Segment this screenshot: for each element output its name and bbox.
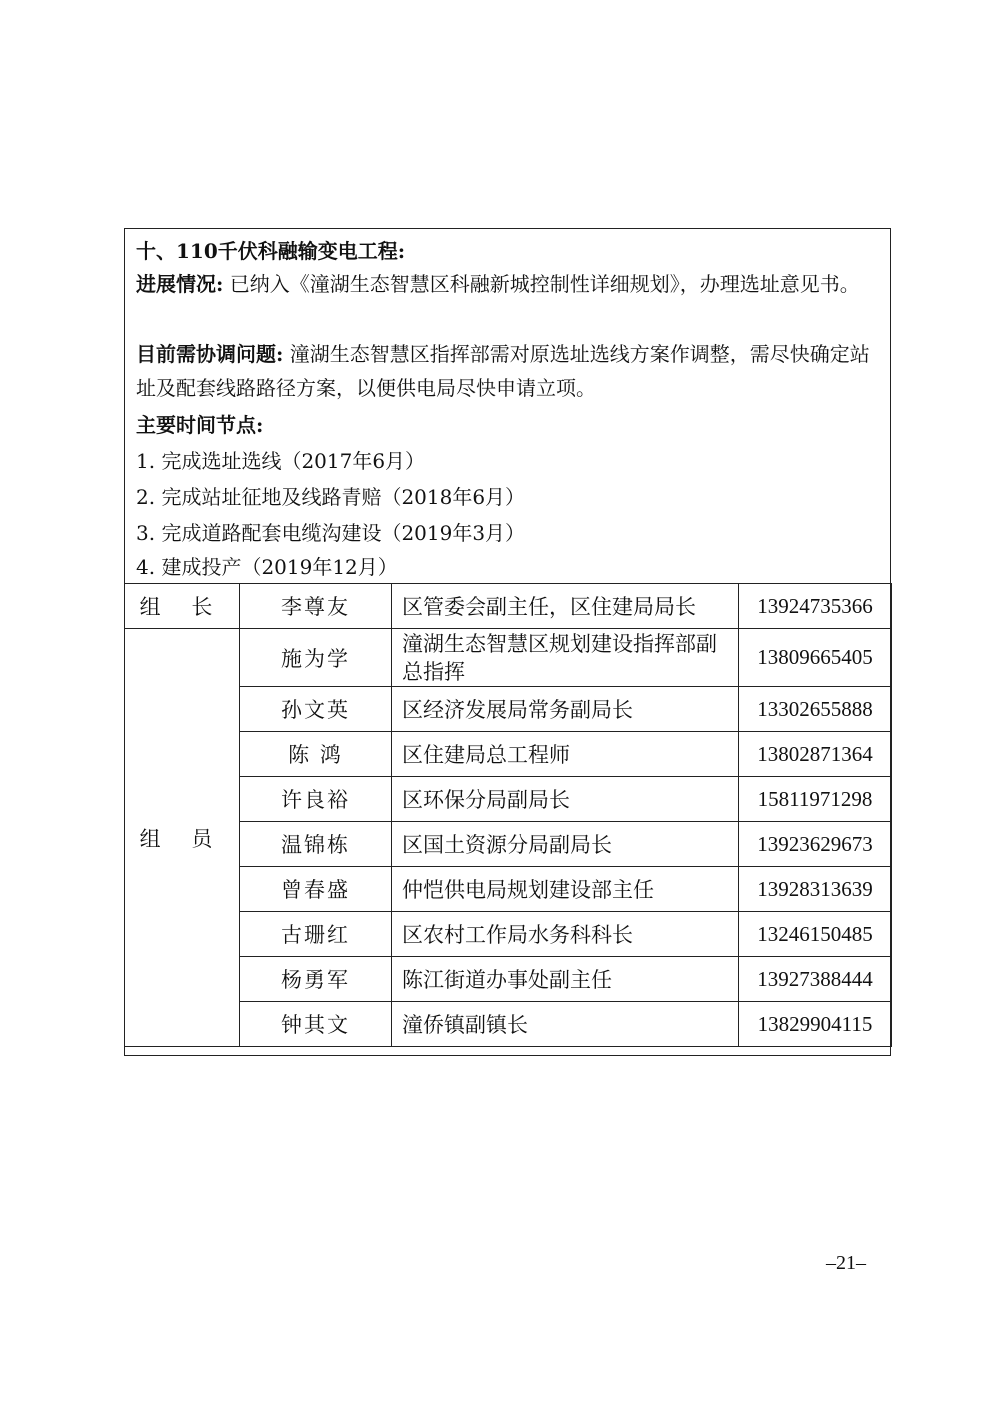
member-post: 区住建局总工程师: [392, 732, 739, 777]
table-row: [125, 1002, 892, 1047]
member-phone: 13928313639: [739, 867, 892, 912]
project-info-cell: [125, 229, 890, 584]
table-row: [125, 957, 892, 1002]
table-row: [125, 687, 892, 732]
leader-name: 李尊友: [240, 584, 392, 629]
member-post: 区环保分局副局长: [392, 777, 739, 822]
table-row: [125, 584, 892, 629]
member-post: 仲恺供电局规划建设部主任: [392, 867, 739, 912]
member-post: 潼湖生态智慧区规划建设指挥部副总指挥: [392, 629, 739, 687]
member-name: 曾春盛: [240, 867, 392, 912]
page-number: –21–: [826, 1252, 866, 1274]
progress-paragraph: [136, 267, 881, 301]
member-post: 区农村工作局水务科科长: [392, 912, 739, 957]
member-name: 施为学: [240, 629, 392, 687]
table-row: [125, 912, 892, 957]
leader-role: 组 长: [125, 584, 240, 629]
leader-post: 区管委会副主任，区住建局局长: [392, 584, 739, 629]
member-phone: 13302655888: [739, 687, 892, 732]
table-row: [125, 629, 892, 687]
milestone-item: 2. 完成站址征地及线路青赔（2018年6月）: [136, 485, 526, 509]
member-phone: 13246150485: [739, 912, 892, 957]
progress-label: 进展情况:: [136, 272, 224, 296]
member-name: 许良裕: [240, 777, 392, 822]
issues-paragraph: [136, 337, 881, 405]
issues-label: 目前需协调问题:: [136, 342, 284, 366]
member-post: 潼侨镇副镇长: [392, 1002, 739, 1047]
members-role: 组 员: [125, 629, 240, 1047]
member-phone: 13809665405: [739, 629, 892, 687]
member-phone: 13802871364: [739, 732, 892, 777]
member-post: 陈江街道办事处副主任: [392, 957, 739, 1002]
table-row: [125, 777, 892, 822]
project-heading: 十、110千伏科融输变电工程:: [136, 239, 406, 263]
progress-text: 已纳入《潼湖生态智慧区科融新城控制性详细规划》，办理选址意见书。: [229, 272, 860, 296]
timeline-label: 主要时间节点:: [136, 413, 264, 437]
project-table: [124, 228, 891, 1056]
table-row: [125, 822, 892, 867]
member-name: 钟其文: [240, 1002, 392, 1047]
staff-table: [124, 583, 892, 1047]
member-phone: 15811971298: [739, 777, 892, 822]
member-post: 区国土资源分局副局长: [392, 822, 739, 867]
member-name: 孙文英: [240, 687, 392, 732]
member-post: 区经济发展局常务副局长: [392, 687, 739, 732]
member-phone: 13927388444: [739, 957, 892, 1002]
member-name: 杨勇军: [240, 957, 392, 1002]
member-name: 温锦栋: [240, 822, 392, 867]
issues-text: 潼湖生态智慧区指挥部需对原选址选线方案作调整，需尽快确定站址及配套线路路径方案，以便供电局尽快申请立项。: [136, 342, 870, 400]
member-name: 陈 鸿: [240, 732, 392, 777]
member-name: 古珊红: [240, 912, 392, 957]
table-row: [125, 732, 892, 777]
table-row: [125, 867, 892, 912]
milestone-item: 3. 完成道路配套电缆沟建设（2019年3月）: [136, 521, 526, 545]
member-phone: 13829904115: [739, 1002, 892, 1047]
milestone-item: 1. 完成选址选线（2017年6月）: [136, 449, 426, 473]
leader-phone: 13924735366: [739, 584, 892, 629]
member-phone: 13923629673: [739, 822, 892, 867]
milestone-item: 4. 建成投产（2019年12月）: [136, 555, 398, 579]
